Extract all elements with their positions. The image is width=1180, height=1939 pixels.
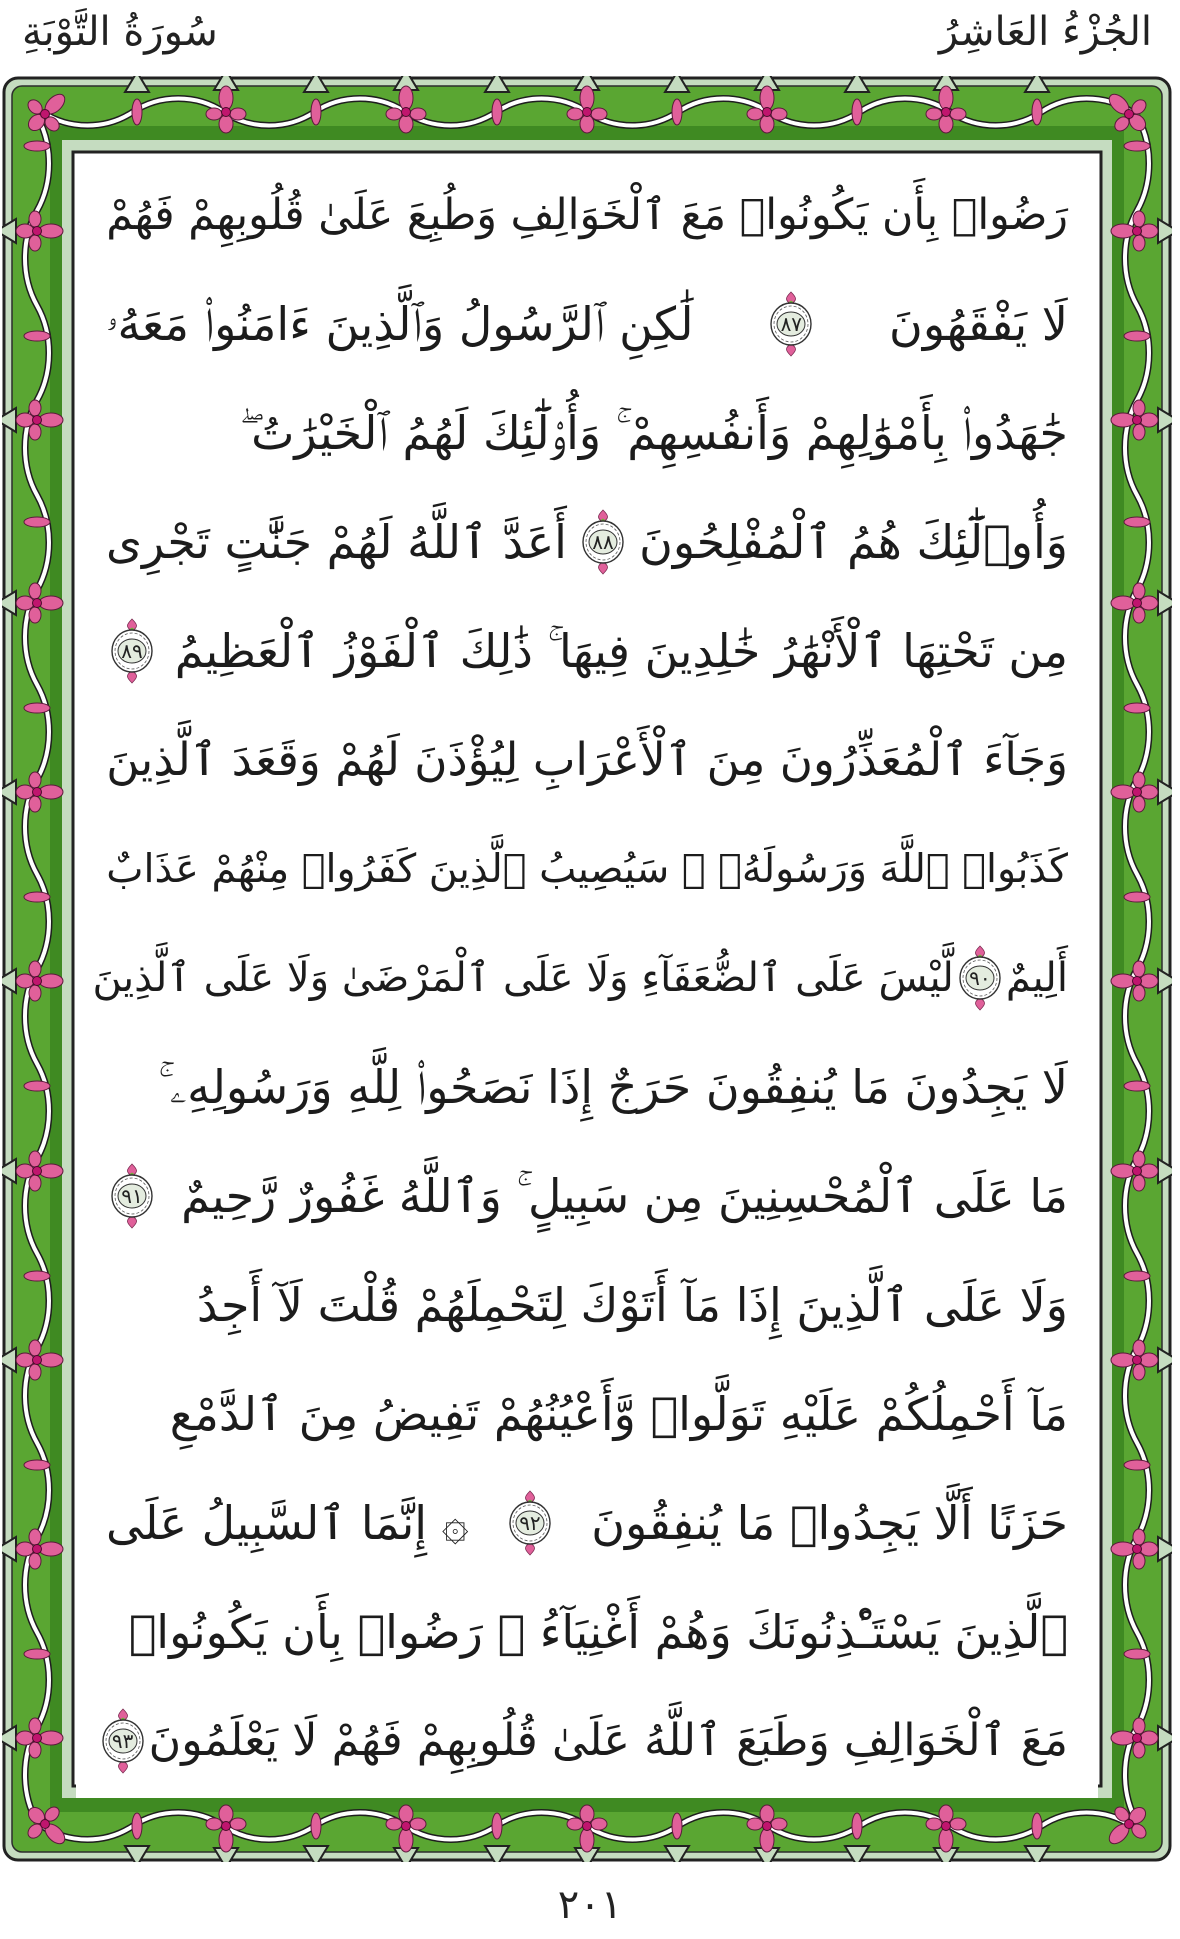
text-line [106, 601, 1068, 701]
verse-text: لَا يَفْقَهُونَ [889, 297, 1068, 351]
verse-text: مَا عَلَى ٱلْمُحْسِنِينَ مِن سَبِيلٍ ۚ وَٱللَّهُ غَفُورٌ رَّحِيمٌ [181, 1169, 1068, 1223]
verse-text: أَعَدَّ ٱللَّهُ لَهُمْ جَنَّٰتٍ تَجْرِى [106, 515, 567, 569]
verse-text: أَلِيمٌ [1005, 955, 1068, 1001]
verse-text: لَّيْسَ عَلَى ٱلضُّعَفَآءِ وَلَا عَلَى ٱلْمَرْضَىٰ وَلَا عَلَى ٱلَّذِينَ [92, 955, 954, 1001]
text-line [106, 1582, 1068, 1682]
ayah-number: ٩٠ [969, 966, 991, 990]
text-line [106, 383, 1068, 483]
text-line [106, 1691, 1068, 1791]
page-text-area [76, 155, 1098, 1798]
verse-text: كَذَبُوا۟ ٱللَّهَ وَرَسُولَهُۥ ۚ سَيُصِيبُ ٱلَّذِينَ كَفَرُوا۟ مِنْهُمْ عَذَابٌ [106, 846, 1068, 892]
page-number: ٢٠١ [557, 1882, 623, 1928]
verse-text: لَٰكِنِ ٱلرَّسُولُ وَٱلَّذِينَ ءَامَنُوا۟ مَعَهُۥ [106, 297, 694, 351]
verse-text: حَزَنًا أَلَّا يَجِدُوا۟ مَا يُنفِقُونَ [591, 1496, 1068, 1550]
ayah-number-marker [110, 618, 154, 684]
text-line [106, 1473, 1068, 1573]
ayah-number-marker [101, 1708, 145, 1774]
text-line [106, 1146, 1068, 1246]
text-line [106, 1255, 1068, 1355]
ayah-number: ٨٧ [780, 312, 803, 336]
ayah-number: ٩٣ [111, 1729, 134, 1753]
ayah-number-marker [958, 945, 1002, 1011]
ayah-number-marker [769, 291, 813, 357]
verse-text: وَلَا عَلَى ٱلَّذِينَ إِذَا مَآ أَتَوْكَ لِتَحْمِلَهُمْ قُلْتَ لَآ أَجِدُ [196, 1278, 1068, 1332]
verse-text: ۞ إِنَّمَا ٱلسَّبِيلُ عَلَى [106, 1496, 469, 1550]
ayah-number: ٨٩ [121, 639, 143, 663]
ayah-number-marker [508, 1490, 552, 1556]
text-line [106, 492, 1068, 592]
ayah-number-marker [581, 509, 625, 575]
verse-text: ٱلَّذِينَ يَسْتَـْٔذِنُونَكَ وَهُمْ أَغْنِيَآءُ ۚ رَضُوا۟ بِأَن يَكُونُوا۟ [128, 1605, 1068, 1659]
ayah-number: ٨٨ [592, 530, 614, 554]
ayah-number: ٩١ [121, 1184, 143, 1208]
text-line [92, 928, 1068, 1028]
verse-text: مِن تَحْتِهَا ٱلْأَنْهَٰرُ خَٰلِدِينَ فِيهَا ۚ ذَٰلِكَ ٱلْفَوْزُ ٱلْعَظِيمُ [174, 624, 1068, 678]
text-line [106, 1364, 1068, 1464]
text-line [106, 165, 1068, 265]
verse-text: جَٰهَدُوا۟ بِأَمْوَٰلِهِمْ وَأَنفُسِهِمْ ۚ وَأُو۟لَٰٓئِكَ لَهُمُ ٱلْخَيْرَٰتُ ۖ [239, 406, 1068, 460]
text-line [106, 710, 1068, 810]
text-line [106, 1037, 1068, 1137]
surah-title: سُورَةُ التَّوْبَةِ [22, 9, 218, 55]
verse-text: لَا يَجِدُونَ مَا يُنفِقُونَ حَرَجٌ إِذَا نَصَحُوا۟ لِلَّهِ وَرَسُولِهِۦ ۚ [158, 1060, 1068, 1114]
verse-text: رَضُوا۟ بِأَن يَكُونُوا۟ مَعَ ٱلْخَوَالِفِ وَطُبِعَ عَلَىٰ قُلُوبِهِمْ فَهُمْ [106, 190, 1068, 240]
verse-text: مَعَ ٱلْخَوَالِفِ وَطَبَعَ ٱللَّهُ عَلَىٰ قُلُوبِهِمْ فَهُمْ لَا يَعْلَمُونَ [148, 1715, 1068, 1766]
ayah-number: ٩٢ [519, 1511, 541, 1535]
ayah-number-marker [110, 1163, 154, 1229]
verse-text: مَآ أَحْمِلُكُمْ عَلَيْهِ تَوَلَّوا۟ وَّأَعْيُنُهُمْ تَفِيضُ مِنَ ٱلدَّمْعِ [169, 1387, 1068, 1441]
juz-title: الجُزْءُ العَاشِرُ [938, 9, 1152, 55]
text-line [106, 274, 1068, 374]
text-line [106, 819, 1068, 919]
verse-text: وَأُو۟لَٰٓئِكَ هُمُ ٱلْمُفْلِحُونَ [639, 515, 1068, 569]
verse-text: وَجَآءَ ٱلْمُعَذِّرُونَ مِنَ ٱلْأَعْرَابِ لِيُؤْذَنَ لَهُمْ وَقَعَدَ ٱلَّذِينَ [106, 733, 1068, 786]
